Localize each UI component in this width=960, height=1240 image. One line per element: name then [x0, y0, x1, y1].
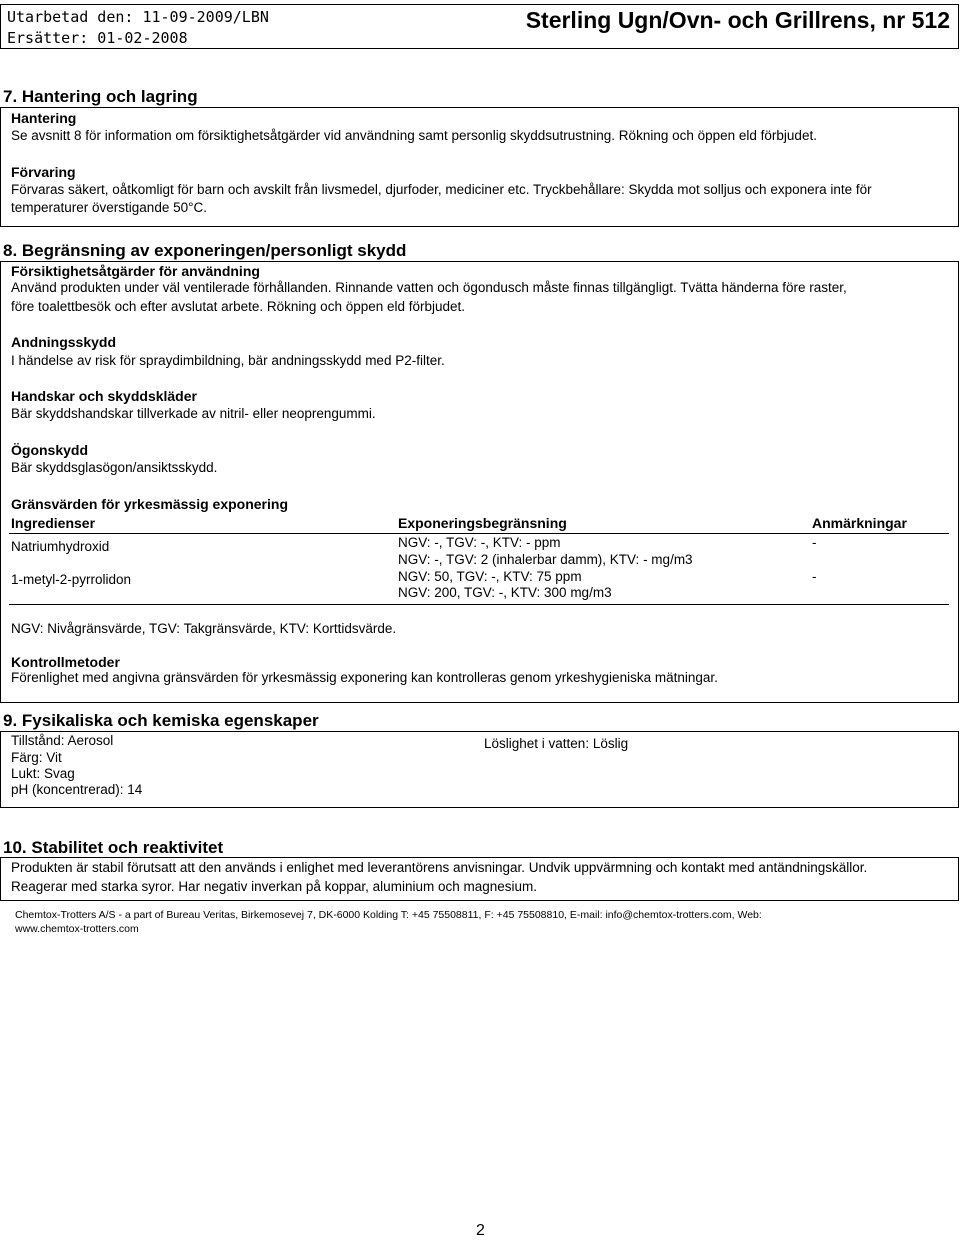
- remark-cell: -: [812, 535, 817, 550]
- precautions-text-line1: Använd produkten under väl ventilerade förhållanden. Rinnande vatten och ögondusch måste finnas tillgängligt. Tvätta händerna före raster,: [11, 280, 847, 295]
- revised-date: Utarbetad den: 11-09-2009/LBN: [7, 8, 269, 26]
- limit-line: NGV: 50, TGV: -, KTV: 75 ppm: [398, 569, 582, 584]
- footer-company-line1: Chemtox-Trotters A/S - a part of Bureau Veritas, Birkemosevej 7, DK-6000 Kolding T: +45 75508811, F: +45 75508810, E-mail: info@chemtox-trotters.com, Web:: [15, 909, 762, 921]
- table-header-remarks: Anmärkningar: [812, 515, 907, 531]
- property-color: Färg: Vit: [11, 750, 62, 765]
- page-number: 2: [476, 1222, 485, 1239]
- control-heading: Kontrollmetoder: [11, 654, 120, 670]
- limit-line: NGV: 200, TGV: -, KTV: 300 mg/m3: [398, 585, 612, 600]
- ingredient-cell: 1-metyl-2-pyrrolidon: [11, 572, 132, 587]
- section-10-title: 10. Stabilitet och reaktivitet: [3, 838, 224, 857]
- ingredient-cell: Natriumhydroxid: [11, 539, 110, 554]
- table-header-ingredients: Ingredienser: [11, 515, 96, 531]
- gloves-text: Bär skyddshandskar tillverkade av nitril- eller neoprengummi.: [11, 406, 376, 421]
- section-8-box: [0, 261, 959, 703]
- respiratory-heading: Andningsskydd: [11, 334, 117, 350]
- section-7-title: 7. Hantering och lagring: [3, 87, 198, 106]
- footer-company-line2: www.chemtox-trotters.com: [15, 923, 139, 935]
- section-8-title: 8. Begränsning av exponeringen/personligt skydd: [3, 241, 407, 260]
- gloves-heading: Handskar och skyddskläder: [11, 388, 197, 404]
- section-9-title: 9. Fysikaliska och kemiska egenskaper: [3, 711, 319, 730]
- storage-heading: Förvaring: [11, 164, 76, 180]
- property-solubility: Löslighet i vatten: Löslig: [484, 736, 629, 751]
- remark-cell: -: [812, 569, 817, 584]
- limit-line: NGV: -, TGV: 2 (inhalerbar damm), KTV: - mg/m3: [398, 552, 693, 567]
- property-odor: Lukt: Svag: [11, 766, 75, 781]
- eye-text: Bär skyddsglasögon/ansiktsskydd.: [11, 460, 218, 475]
- replaces-date: Ersätter: 01-02-2008: [7, 29, 188, 47]
- abbreviations-note: NGV: Nivågränsvärde, TGV: Takgränsvärde, KTV: Korttidsvärde.: [11, 621, 397, 636]
- storage-text-line1: Förvaras säkert, oåtkomligt för barn och avskilt från livsmedel, djurfoder, mediciner etc. Tryckbehållare: Skydda mot solljus och exponera inte för: [11, 182, 872, 197]
- property-ph: pH (koncentrerad): 14: [11, 782, 143, 797]
- eye-heading: Ögonskydd: [11, 442, 89, 458]
- limit-line: NGV: -, TGV: -, KTV: - ppm: [398, 535, 561, 550]
- stability-text-line2: Reagerar med starka syror. Har negativ inverkan på koppar, aluminium och magnesium.: [11, 879, 537, 894]
- document-title: Sterling Ugn/Ovn- och Grillrens, nr 512: [525, 7, 950, 33]
- precautions-heading: Försiktighetsåtgärder för användning: [11, 263, 260, 279]
- control-text: Förenlighet med angivna gränsvärden för yrkesmässig exponering kan kontrolleras genom yrkeshygieniska mätningar.: [11, 670, 718, 685]
- precautions-text-line2: före toalettbesök och efter avslutat arbete. Rökning och öppen eld förbjudet.: [11, 299, 466, 314]
- table-header-rule: [9, 533, 949, 534]
- table-header-limits: Exponeringsbegränsning: [398, 515, 567, 531]
- table-bottom-rule: [9, 604, 949, 605]
- handling-text: Se avsnitt 8 för information om försiktighetsåtgärder vid användning samt personlig skyddsutrustning. Rökning och öppen eld förbjudet.: [11, 128, 817, 143]
- section-9-box: [0, 731, 959, 808]
- property-state: Tillstånd: Aerosol: [11, 733, 114, 748]
- limits-heading: Gränsvärden för yrkesmässig exponering: [11, 496, 288, 512]
- stability-text-line1: Produkten är stabil förutsatt att den används i enlighet med leverantörens anvisningar. Undvik uppvärmning och kontakt med antändningskällor.: [11, 860, 868, 875]
- respiratory-text: I händelse av risk för spraydimbildning, bär andningsskydd med P2-filter.: [11, 353, 445, 368]
- storage-text-line2: temperaturer överstigande 50°C.: [11, 200, 208, 215]
- handling-heading: Hantering: [11, 110, 77, 126]
